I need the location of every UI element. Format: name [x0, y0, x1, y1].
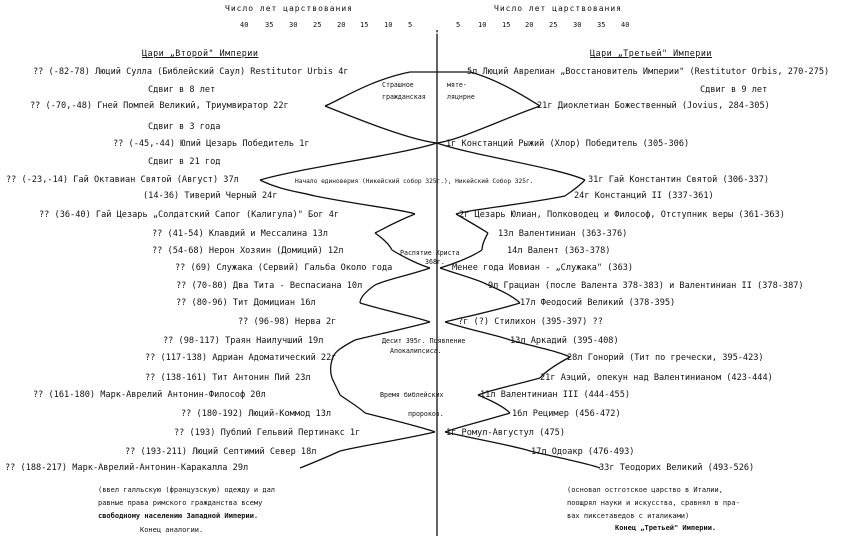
- right-ruler-row: 1г Ромул-Августул (475): [446, 428, 565, 438]
- middle-label: Время библейских: [380, 391, 444, 399]
- right-tick: 40: [621, 21, 630, 29]
- left-tick: 40: [240, 21, 249, 29]
- right-ruler-row: 28л Гонорий (Тит по гречески, 395-423): [567, 353, 764, 363]
- middle-label: 368г.: [425, 258, 445, 266]
- left-ruler-row: ?? (96-98) Нерва 2г: [238, 317, 337, 327]
- right-ruler-row: 21г Аэций, опекун над Валентинианом (423-444): [540, 373, 773, 383]
- left-note-line: равные права римского гражданства всему: [98, 499, 263, 507]
- left-ruler-row: (14-36) Тиверий Черный 24г: [143, 191, 278, 201]
- right-ruler-row: 5л Люций Аврелиан „Восстановитель Империи" (Restitutor Orbis, 270-275): [467, 67, 830, 77]
- left-note-line: свободному населению Западной Империи.: [98, 512, 259, 520]
- right-tick: 35: [597, 21, 606, 29]
- left-tick: 30: [289, 21, 298, 29]
- middle-label: Распятие Христа: [400, 249, 460, 257]
- left-note-line: (ввел галльскую (французскую) одежду и дал: [98, 486, 276, 494]
- left-ruler-row: ?? (-23,-14) Гай Октавиан Святой (Август) 37л: [6, 175, 239, 185]
- right-section-title: Цари „Третьей" Империи: [590, 48, 712, 58]
- right-tick: 10: [478, 21, 487, 29]
- middle-label: ляцнрне: [447, 93, 475, 101]
- right-ruler-row: 9л Грациан (после Валента 378-383) и Валентиниан II (378-387): [488, 281, 804, 291]
- left-ruler-row: ?? (54-68) Нерон Хозяин (Домиций) 12л: [152, 246, 344, 256]
- left-ruler-row: ?? (41-54) Клавдий и Мессалина 13л: [152, 229, 328, 239]
- left-ruler-row: ?? (193-211) Люций Септимий Север 18л: [125, 447, 317, 457]
- middle-label: Десит 395г. Появление: [382, 337, 466, 345]
- left-ruler-row: ?? (98-117) Траян Наилучший 19л: [163, 336, 324, 346]
- left-ruler-row: ?? (180-192) Люций-Коммод 13л: [181, 409, 332, 419]
- right-tick: 15: [502, 21, 511, 29]
- right-tick: 30: [573, 21, 582, 29]
- right-ruler-row: 1г Констанций Рыжий (Хлор) Победитель (305-306): [446, 139, 690, 149]
- right-note-line: поощрял науки и искусства, сравнял в пра-: [567, 499, 740, 507]
- left-ruler-row: ?? (-82-78) Люций Сулла (Библейский Саул) Restitutor Urbis 4г: [33, 67, 349, 77]
- left-ruler-row: ?? (70-80) Два Тита - Веспасиана 10л: [176, 281, 363, 291]
- right-ruler-row: 17л Феодосий Великий (378-395): [520, 298, 676, 308]
- left-tick: 20: [337, 21, 346, 29]
- right-ruler-row: 31г Гай Константин Святой (306-337): [588, 175, 770, 185]
- left-tick: 10: [384, 21, 393, 29]
- middle-label: гражданская: [382, 93, 426, 101]
- left-tick: 15: [360, 21, 369, 29]
- left-ruler-row: ?? (193) Публий Гельвий Пертинакс 1г: [174, 428, 361, 438]
- left-shift-label: Сдвиг в 3 года: [148, 122, 221, 132]
- right-ruler-row: 24г Констанций II (337-361): [574, 191, 714, 201]
- right-ruler-row: 16л Рецимер (456-472): [512, 409, 621, 419]
- right-tick: 5: [456, 21, 461, 29]
- right-ruler-row: 13л Валентиниан (363-376): [498, 229, 628, 239]
- right-scale-title: Число лет царствования: [494, 4, 622, 13]
- right-note-line: вах пиксетаведов с италиками): [567, 512, 690, 520]
- left-ruler-row: ?? (36-40) Гай Цезарь „Солдатский Сапог (Калигула)" Бог 4г: [39, 210, 340, 220]
- left-scale-title: Число лет царствования: [225, 4, 353, 13]
- left-ruler-row: ?? (80-96) Тит Домициан 16л: [176, 298, 316, 308]
- left-ruler-row: ?? (69) Служака (Сервий) Гальба Около года: [175, 263, 393, 273]
- curve-hadrian-antonin: [331, 357, 570, 378]
- left-tick: 35: [265, 21, 274, 29]
- left-section-title: Цари „Второй" Империи: [142, 48, 259, 58]
- middle-label: пророков.: [408, 410, 444, 418]
- right-note-line: (основал остготское царство в Италии,: [567, 486, 723, 494]
- left-ruler-row: ?? (161-180) Марк-Аврелий Антонин-Философ 20л: [33, 390, 266, 400]
- middle-label: Апокалипсиса.: [390, 347, 442, 355]
- left-tick: 25: [313, 21, 322, 29]
- right-ruler-row: 33г Теодорих Великий (493-526): [599, 463, 755, 473]
- right-tick: 25: [549, 21, 558, 29]
- right-ruler-row: 2г Цезарь Юлиан, Полководец и Философ, Отступник веры (361-363): [459, 210, 785, 220]
- middle-label: Страшное: [382, 81, 414, 89]
- right-note-end: Конец „Третьей" Империи.: [615, 524, 717, 532]
- right-ruler-row: 11л Валентиниан III (444-455): [480, 390, 631, 400]
- left-tick: 5: [408, 21, 413, 29]
- left-ruler-row: ?? (188-217) Марк-Аврелий-Антонин-Каракалла 29л: [5, 463, 249, 473]
- right-ruler-row: 13л Аркадий (395-408): [510, 336, 619, 346]
- left-ruler-row: ?? (117-138) Адриан Адоматический 22г: [145, 353, 337, 363]
- left-shift-label: Сдвиг в 21 год: [148, 157, 221, 167]
- right-tick: 20: [525, 21, 534, 29]
- right-ruler-row: 21г Диоклетиан Божественный (Jovius, 284-305): [537, 101, 770, 111]
- left-ruler-row: ?? (138-161) Тит Антонин Пий 23л: [145, 373, 311, 383]
- left-ruler-row: ?? (-70,-48) Гней Помпей Великий, Триумвиратор 22г: [30, 101, 289, 111]
- right-shift-label: Сдвиг в 9 лет: [700, 85, 768, 95]
- left-shift-label: Сдвиг в 8 лет: [148, 85, 216, 95]
- right-ruler-row: Менее года Иовиан - „Служака" (363): [452, 263, 634, 273]
- middle-label: мяте-: [447, 81, 467, 89]
- right-ruler-row: 17л Одоакр (476-493): [531, 447, 635, 457]
- right-ruler-row: ?г (?) Стилихон (395-397) ??: [458, 317, 603, 327]
- left-ruler-row: ?? (-45,-44) Юлий Цезарь Победитель 1г: [113, 139, 310, 149]
- right-ruler-row: 14л Валент (363-378): [507, 246, 611, 256]
- middle-label: Начало единоверия (Никейский собор 325г.), Никейский Собор 325г.: [295, 178, 534, 185]
- curve-pompey-diocl-lower: [325, 106, 540, 143]
- curve-sulla-diocl: [325, 72, 540, 106]
- left-note-end: Конец аналогии.: [140, 526, 204, 534]
